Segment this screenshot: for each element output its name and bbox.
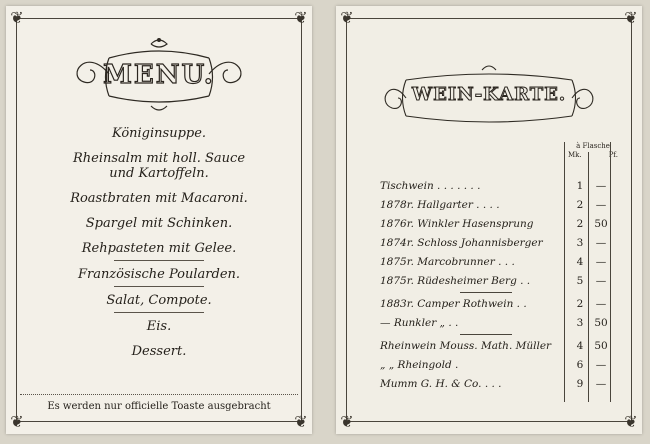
wine-row [380, 216, 640, 235]
dish-item: Dessert. [131, 344, 187, 359]
wine-title-cartouche [336, 58, 642, 128]
wine-list [380, 178, 640, 395]
dish-item: Salat, Compote. [106, 293, 212, 308]
wine-price-mk: 5 [576, 275, 584, 287]
price-header-pf: Pf. [608, 151, 618, 159]
wine-price-pf: — [595, 237, 607, 249]
wine-name: Rheinwein Mouss. Math. Müller [380, 340, 552, 352]
wine-price-pf: — [595, 256, 607, 268]
wine-price-pf: — [595, 298, 607, 310]
footer-divider [20, 394, 298, 395]
wine-price-mk: 4 [576, 256, 584, 268]
wine-name: 1883r. Camper Rothwein . . [380, 298, 527, 310]
wine-name: „ „ Rheingold . [380, 359, 459, 371]
wine-row [380, 197, 640, 216]
wine-list-title: WEIN-KARTE. [411, 84, 567, 105]
corner-ornament-icon: ❦ [294, 8, 308, 27]
dish-item: Königinsuppe. [111, 126, 207, 141]
wine-price-mk: 1 [576, 180, 584, 192]
corner-ornament-icon: ❦ [340, 412, 354, 431]
wine-price-mk: 9 [576, 378, 584, 390]
corner-ornament-icon: ❦ [340, 8, 354, 27]
wine-price-pf: 50 [594, 218, 608, 230]
wine-price-mk: 3 [576, 317, 584, 329]
menu-title: MENU. [103, 60, 215, 90]
wine-price-mk: 4 [576, 340, 584, 352]
dish-divider [114, 312, 204, 313]
menu-footer-note: Es werden nur officielle Toaste ausgebracht [47, 401, 271, 412]
dish-divider [114, 260, 204, 261]
dish-item: Roastbraten mit Macaroni. [70, 191, 248, 206]
wine-name: Tischwein . . . . . . . [380, 180, 481, 192]
wine-name: 1876r. Winkler Hasensprung [380, 218, 534, 230]
wine-row [380, 178, 640, 197]
menu-dish-list [6, 126, 312, 369]
dish-divider [114, 286, 204, 287]
wine-name: — Runkler „ . . [380, 317, 459, 329]
wine-price-pf: — [595, 359, 607, 371]
corner-ornament-icon: ❦ [624, 412, 638, 431]
corner-ornament-icon: ❦ [294, 412, 308, 431]
wine-row [380, 357, 640, 376]
wine-row [380, 315, 640, 334]
menu-page [6, 6, 312, 434]
dish-item: Rehpasteten mit Gelee. [81, 241, 237, 256]
price-header-mk: Mk. [568, 151, 582, 159]
price-column-header [564, 142, 622, 160]
corner-ornament-icon: ❦ [624, 8, 638, 27]
wine-name: 1875r. Marcobrunner . . . [380, 256, 515, 268]
wine-page [336, 6, 642, 434]
price-header-top: à Flasche [576, 142, 610, 150]
wine-row [380, 273, 640, 292]
wine-price-pf: 50 [594, 340, 608, 352]
wine-name: 1878r. Hallgarter . . . . [380, 199, 500, 211]
menu-title-cartouche [6, 36, 312, 106]
wine-name: 1875r. Rüdesheimer Berg . . [380, 275, 531, 287]
dish-item: Rheinsalm mit holl. Sauce [72, 151, 246, 166]
wine-price-mk: 2 [576, 199, 584, 211]
corner-ornament-icon: ❦ [10, 8, 24, 27]
wine-price-pf: — [595, 199, 607, 211]
corner-ornament-icon: ❦ [10, 412, 24, 431]
wine-row [380, 338, 640, 357]
wine-price-mk: 2 [576, 298, 584, 310]
wine-price-pf: — [595, 180, 607, 192]
dish-item: Spargel mit Schinken. [85, 216, 233, 231]
wine-name: Mumm G. H. & Co. . . . [380, 378, 502, 390]
wine-price-pf: 50 [594, 317, 608, 329]
wine-price-pf: — [595, 378, 607, 390]
wine-price-mk: 2 [576, 218, 584, 230]
wine-price-mk: 6 [576, 359, 584, 371]
dish-item: und Kartoffeln. [109, 166, 209, 181]
dish-item: Eis. [146, 319, 172, 334]
wine-name: 1874r. Schloss Johannisberger [380, 237, 543, 249]
wine-row [380, 376, 640, 395]
wine-row [380, 235, 640, 254]
dish-item: Französische Poularden. [77, 267, 241, 282]
wine-row [380, 254, 640, 273]
wine-row [380, 296, 640, 315]
wine-price-mk: 3 [576, 237, 584, 249]
wine-price-pf: — [595, 275, 607, 287]
